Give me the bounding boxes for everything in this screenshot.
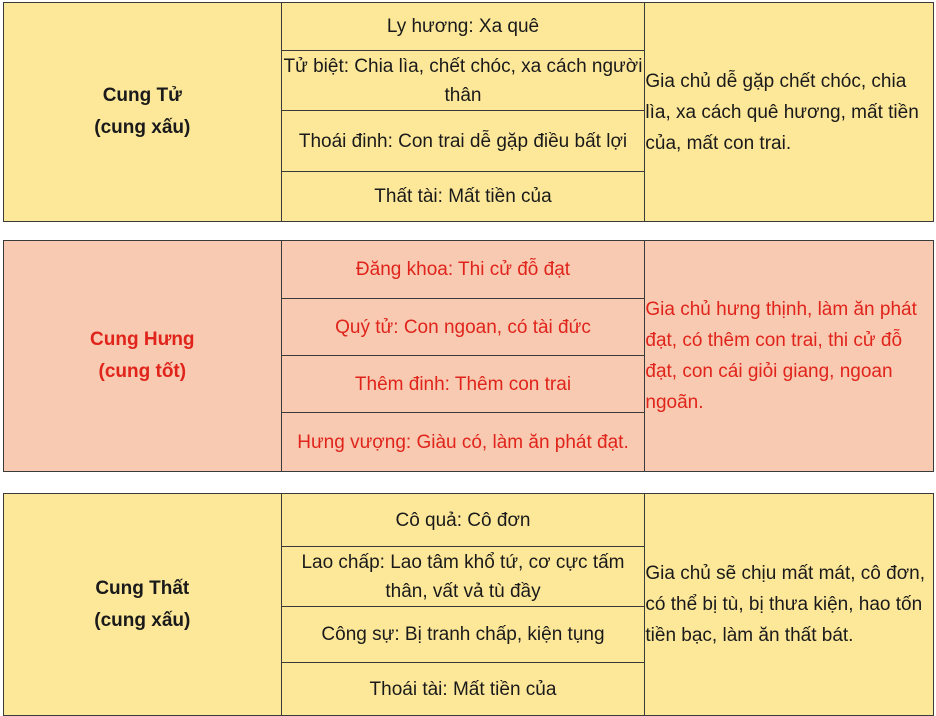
item-cell: Đăng khoa: Thi cử đỗ đạt (281, 241, 645, 299)
section-title-cell (4, 241, 282, 472)
section-subtitle: (cung xấu) (94, 609, 191, 631)
item-cell: Công sự: Bị tranh chấp, kiện tụng (281, 607, 645, 663)
section-subtitle: (cung xấu) (94, 117, 191, 138)
item-cell: Quý tử: Con ngoan, có tài đức (281, 299, 645, 356)
section-title: Cung Hưng (90, 329, 195, 350)
section-summary: Gia chủ hưng thịnh, làm ăn phát đạt, có thêm con trai, thi cử đỗ đạt, con cái giỏi giang, ngoan ngoãn. (645, 241, 934, 472)
item-cell: Cô quả: Cô đơn (281, 494, 645, 547)
section-title-cell (4, 494, 282, 716)
section-title: Cung Tử (102, 85, 182, 106)
item-cell: Hưng vượng: Giàu có, làm ăn phát đạt. (281, 413, 645, 472)
section-summary: Gia chủ dễ gặp chết chóc, chia lìa, xa cách quê hương, mất tiền của, mất con trai. (645, 3, 934, 222)
section-title: Cung Thất (95, 577, 190, 599)
item-cell: Tử biệt: Chia lìa, chết chóc, xa cách người thân (281, 51, 645, 111)
section-title-cell (4, 3, 282, 222)
item-cell: Thất tài: Mất tiền của (281, 171, 645, 221)
item-cell: Ly hương: Xa quê (281, 3, 645, 51)
section-summary: Gia chủ sẽ chịu mất mát, cô đơn, có thể bị tù, bị thưa kiện, hao tốn tiền bạc, làm ăn thất bát. (645, 494, 934, 716)
item-cell: Thoái đinh: Con trai dễ gặp điều bất lợi (281, 111, 645, 171)
section-cung-tu (3, 2, 934, 222)
section-cung-that (3, 493, 934, 716)
section-cung-hung (3, 240, 934, 472)
item-cell: Thêm đinh: Thêm con trai (281, 356, 645, 413)
item-cell: Thoái tài: Mất tiền của (281, 663, 645, 716)
item-cell: Lao chấp: Lao tâm khổ tứ, cơ cực tấm thân, vất vả tù đầy (281, 547, 645, 607)
section-subtitle: (cung tốt) (98, 361, 187, 382)
